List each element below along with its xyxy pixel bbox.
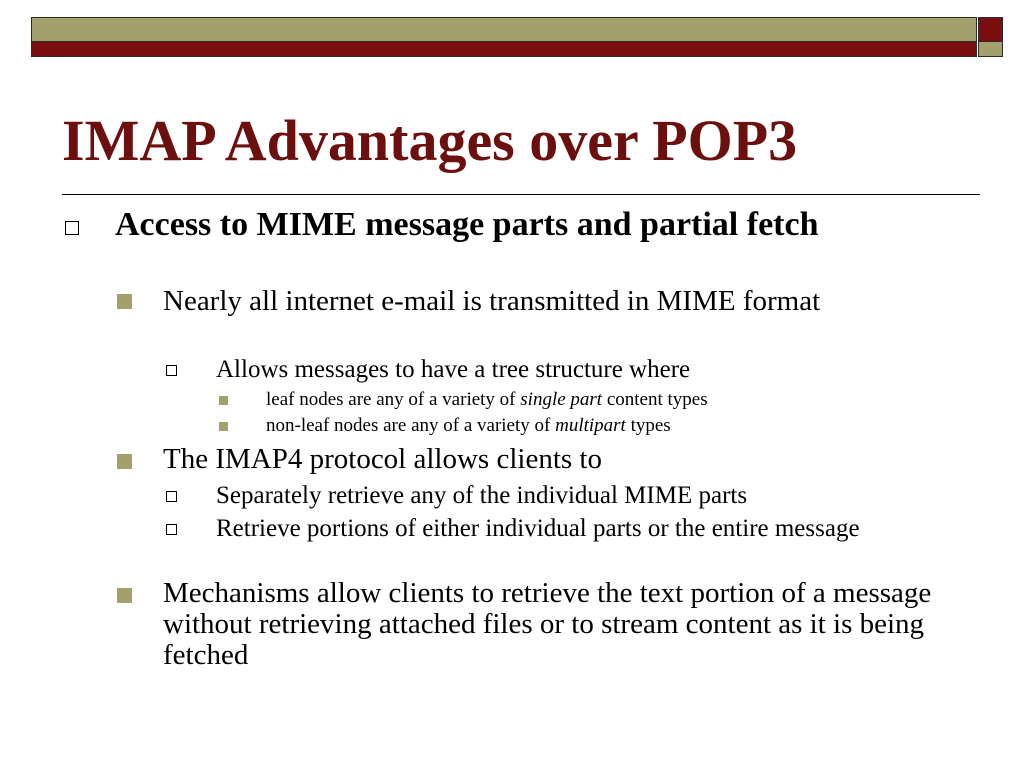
hollow-square-bullet-icon bbox=[166, 524, 177, 535]
corner-square-maroon bbox=[978, 17, 1003, 42]
bullet-level2: Mechanisms allow clients to retrieve the text portion of a message without retrieving attached files or to stream content as it is being fetched bbox=[163, 577, 932, 671]
header-bar-olive bbox=[31, 17, 977, 42]
hollow-square-bullet-icon bbox=[65, 221, 79, 235]
bullet-level4: non-leaf nodes are any of a variety of multipart types bbox=[266, 415, 671, 436]
filled-square-bullet-icon bbox=[117, 294, 132, 309]
title-divider bbox=[62, 194, 980, 195]
bullet-level2: The IMAP4 protocol allows clients to bbox=[163, 443, 602, 475]
filled-square-bullet-icon bbox=[219, 422, 228, 431]
hollow-square-bullet-icon bbox=[166, 491, 177, 502]
filled-square-bullet-icon bbox=[117, 588, 132, 603]
filled-square-bullet-icon bbox=[117, 454, 132, 469]
bullet-level3: Retrieve portions of either individual parts or the entire message bbox=[216, 515, 860, 542]
filled-square-bullet-icon bbox=[219, 396, 228, 405]
bullet-level4: leaf nodes are any of a variety of single part content types bbox=[266, 389, 708, 410]
hollow-square-bullet-icon bbox=[166, 365, 177, 376]
bullet-level3: Separately retrieve any of the individual MIME parts bbox=[216, 482, 748, 509]
bullet-level2: Nearly all internet e-mail is transmitted in MIME format bbox=[163, 285, 821, 317]
bullet-level1: Access to MIME message parts and partial fetch bbox=[115, 206, 819, 243]
corner-square-olive bbox=[978, 41, 1003, 57]
bullet-level3: Allows messages to have a tree structure where bbox=[216, 356, 691, 383]
header-bar-maroon bbox=[31, 41, 977, 57]
slide-title: IMAP Advantages over POP3 bbox=[62, 108, 798, 173]
